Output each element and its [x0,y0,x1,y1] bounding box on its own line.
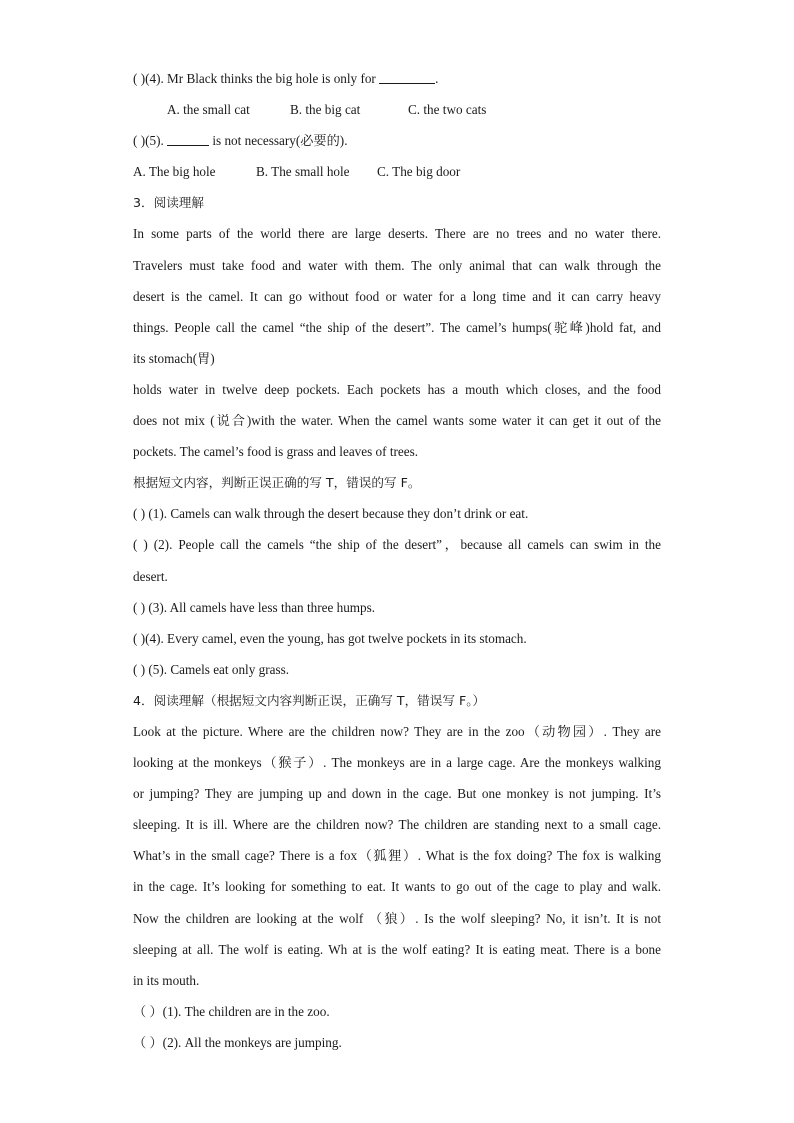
section-4-heading: 4．阅读理解（根据短文内容判断正误，正确写 T，错误写 F。） [133,692,486,708]
passage-line: its stomach(胃) [133,350,215,366]
q2-question-4: ( )(4). Mr Black thinks the big hole is only for . [133,71,439,86]
passage-line: desert is the camel. It can go without food or water for a long time and it can carry heavy [133,288,661,304]
option-b: B. The small hole [256,164,350,180]
document-page [133,63,661,1058]
passage-line: pockets. The camel’s food is grass and leaves of trees. [133,444,419,460]
option-c: C. the two cats [408,102,487,118]
section-4-passage [133,716,661,996]
passage-line: in the cage. It’s looking for something to eat. It wants to go out of the cage to play and walk. [133,879,661,895]
passage-line: in its mouth. [133,972,200,988]
passage-line: looking at the monkeys（猴子）. The monkeys are in a large cage. Are the monkeys walking [133,755,661,771]
q2-question-5: ( )(5). is not necessary(必要的). [133,133,348,149]
question-item: ( ) (3). All camels have less than three humps. [133,599,376,615]
question-item: ( ) (2). People call the camels “the ship of the desert”，because all camels can swim in the [133,537,661,553]
passage-line: Now the children are looking at the wolf （狼）. Is the wolf sleeping? No, it isn’t. It is not [133,910,661,926]
passage-line: What’s in the small cage? There is a fox（狐狸）. What is the fox doing? The fox is walking [133,848,661,864]
section-4-questions [133,996,661,1058]
passage-line: does not mix (说合)with the water. When the camel wants some water it can get it out of the [133,413,661,429]
question-item: ( ) (1). Camels can walk through the desert because they don’t drink or eat. [133,506,529,522]
section-3-instruction: 根据短文内容，判断正误正确的写 T，错误的写 F。 [133,475,421,491]
section-3-questions [133,498,661,685]
passage-line: holds water in twelve deep pockets. Each pockets has a mouth which closes, and the food [133,381,661,397]
passage-line: things. People call the camel “the ship of the desert”. The camel’s humps(驼峰)hold fat, and [133,319,661,335]
q2-question-5-options [133,156,661,187]
answer-blank [379,69,435,84]
passage-line: In some parts of the world there are large deserts. There are no trees and no water there. [133,226,661,242]
option-a: A. The big hole [133,164,216,180]
option-c: C. The big door [377,164,461,180]
passage-line: Look at the picture. Where are the children now? They are in the zoo（动物园）. They are [133,723,661,739]
question-item: （ ）(2). All the monkeys are jumping. [133,1034,342,1050]
passage-line: sleeping. It is ill. Where are the children now? The children are standing next to a small cage. [133,817,661,833]
q2-question-4-options [133,94,661,125]
answer-blank [167,131,209,146]
question-item: （ ）(1). The children are in the zoo. [133,1003,330,1019]
question-item-continuation: desert. [133,568,168,584]
question-item: ( ) (5). Camels eat only grass. [133,661,290,677]
section-3-passage [133,218,661,467]
passage-line: Travelers must take food and water with them. The only animal that can walk through the [133,257,661,273]
option-a: A. the small cat [167,102,250,118]
question-item: ( )(4). Every camel, even the young, has got twelve pockets in its stomach. [133,630,527,646]
passage-line: sleeping at all. The wolf is eating. Wh at is the wolf eating? It is eating meat. There is a bone [133,941,661,957]
passage-line: or jumping? They are jumping up and down in the cage. But one monkey is not jumping. It’s [133,786,661,802]
section-3-heading: 3．阅读理解 [133,195,204,211]
option-b: B. the big cat [290,102,361,118]
